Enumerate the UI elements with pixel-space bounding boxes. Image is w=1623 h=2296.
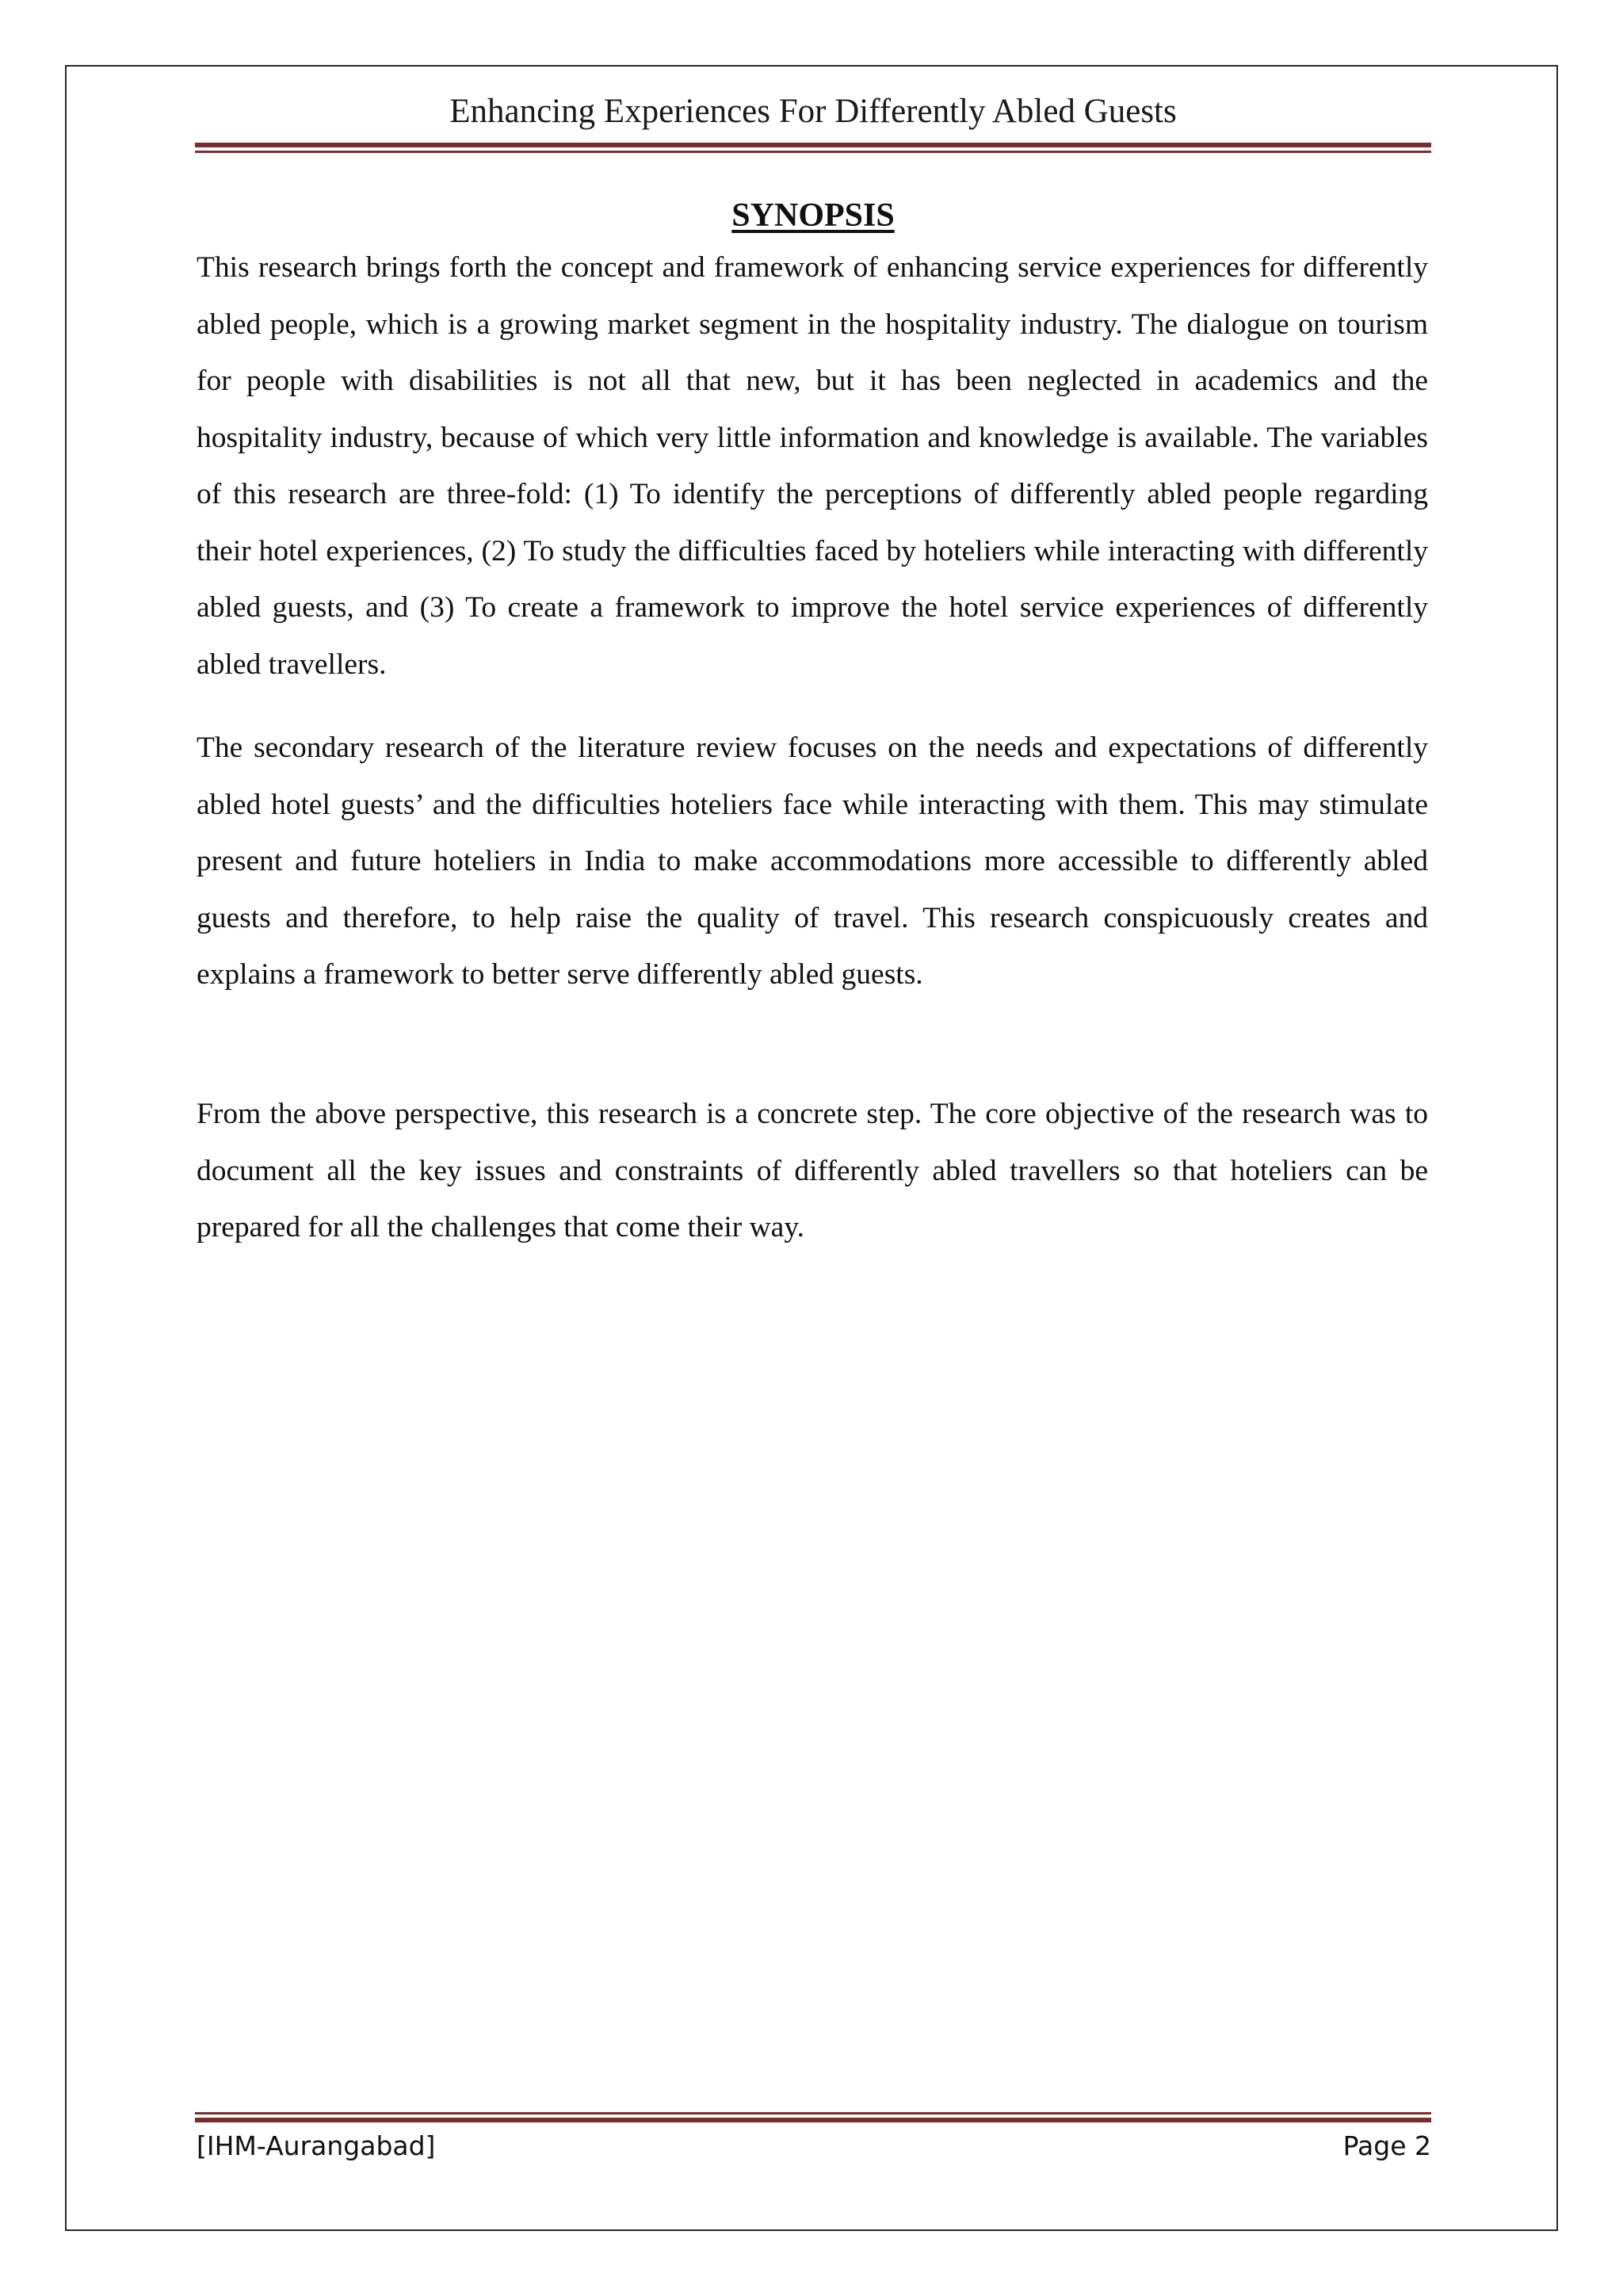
running-header: Enhancing Experiences For Differently Abled Guests xyxy=(449,93,1177,130)
paragraph-3: From the above perspective, this research is a concrete step. The core objective of the research was to document all the key issues and constraints of differently abled travellers so that hoteliers can be prepared for all the challenges that come their way. xyxy=(197,1098,1428,1244)
footer-rule-thick xyxy=(195,2118,1431,2122)
page-heading: SYNOPSIS xyxy=(731,197,895,234)
header-rule-thin xyxy=(195,151,1431,153)
header-rule-thick xyxy=(195,143,1431,147)
footer-institution: [IHM-Aurangabad] xyxy=(197,2130,436,2161)
paragraph-2: The secondary research of the literature review focuses on the needs and expectations of differently abled hotel guests’ and the difficulties hoteliers face while interacting with them. This may stimulate present and future hoteliers in India to make accommodations more accessible to differently abled guests and therefore, to help raise the quality of travel. This research conspicuously creates and explains a framework to better serve differently abled guests. xyxy=(197,732,1428,991)
paragraph-1: This research brings forth the concept and framework of enhancing service experiences for differently abled people, which is a growing market segment in the hospitality industry. The dialogue on tourism for people with disabilities is not all that new, but it has been neglected in academics and the hospitality industry, because of which very little information and knowledge is available. The variables of this research are three-fold: (1) To identify the perceptions of differently abled people regarding their hotel experiences, (2) To study the difficulties faced by hoteliers while interacting with differently abled guests, and (3) To create a framework to improve the hotel service experiences of differently abled travellers. xyxy=(197,251,1428,681)
page-number: Page 2 xyxy=(1342,2130,1431,2161)
footer-rule-thin xyxy=(195,2112,1431,2115)
